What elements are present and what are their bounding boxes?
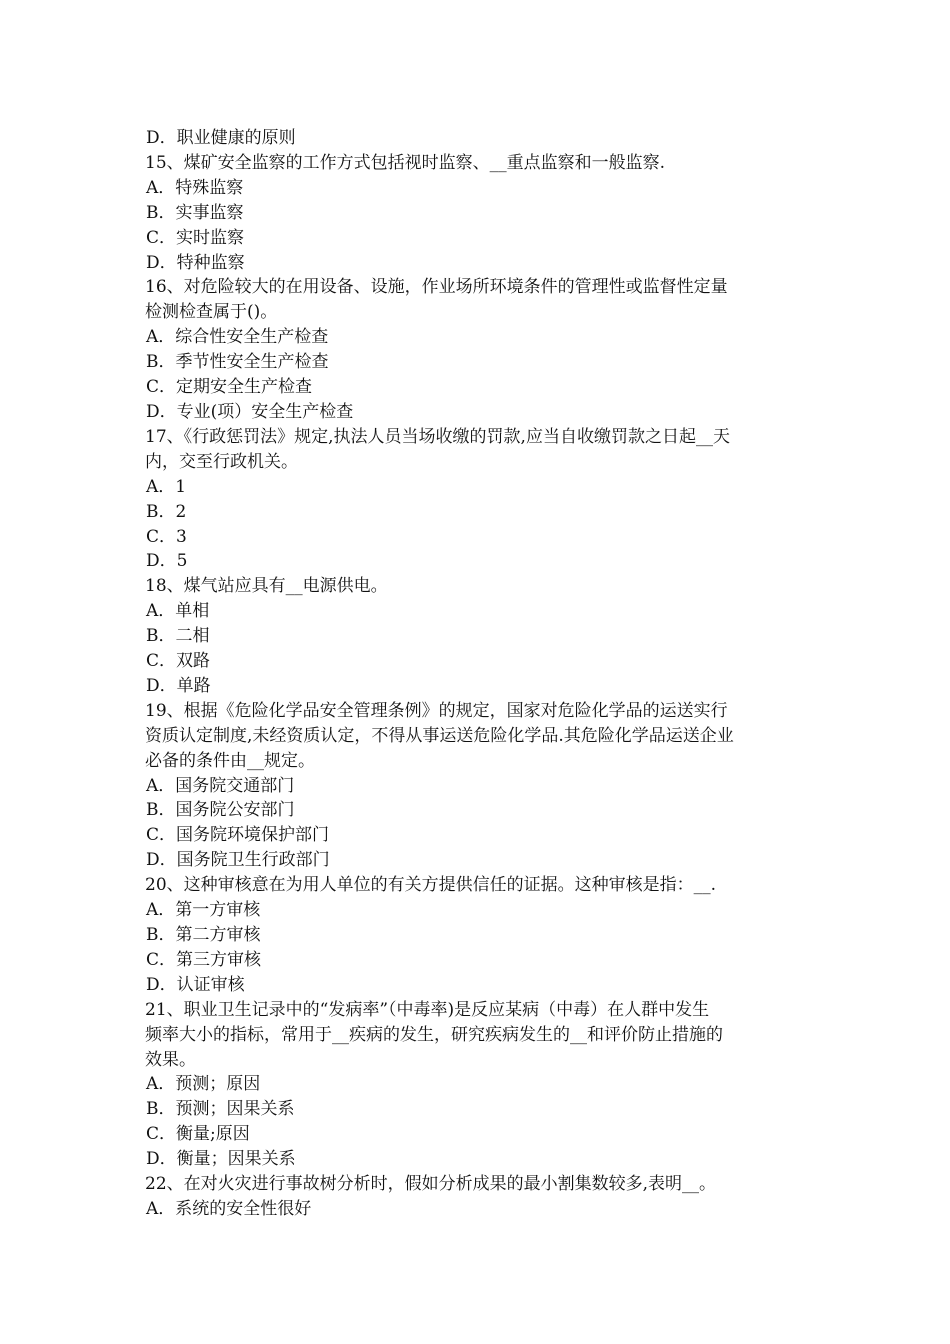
- question-text-line: 15、煤矿安全监察的工作方式包括视时监察、__重点监察和一般监察.: [145, 152, 666, 173]
- question-text-line: 必备的条件由__规定。: [145, 750, 315, 771]
- answer-option: B．2: [146, 501, 187, 522]
- answer-option: D．职业健康的原则: [146, 128, 296, 148]
- question-text-line: 19、根据《危险化学品安全管理条例》的规定，国家对危险化学品的运送实行: [145, 700, 728, 721]
- answer-option: C．国务院环境保护部门: [146, 825, 330, 846]
- answer-option: A．第一方审核: [146, 900, 261, 921]
- question-text-line: 内，交至行政机关。: [145, 451, 298, 472]
- answer-option: A．系统的安全性很好: [146, 1198, 312, 1219]
- answer-option: A．预测；原因: [146, 1074, 261, 1095]
- answer-option: C．第三方审核: [146, 949, 262, 970]
- answer-option: B．二相: [146, 626, 210, 647]
- question-text-line: 21、职业卫生记录中的“发病率”（中毒率)是反应某病（中毒）在人群中发生: [145, 999, 710, 1020]
- question-text-line: 检测检查属于()。: [145, 302, 278, 323]
- answer-option: C．3: [146, 526, 187, 547]
- answer-option: C．双路: [146, 651, 211, 672]
- answer-option: D．国务院卫生行政部门: [146, 850, 330, 871]
- answer-option: A．1: [146, 476, 187, 497]
- answer-option: D．5: [146, 551, 188, 572]
- answer-option: B．实事监察: [146, 202, 244, 223]
- answer-option: D．特种监察: [146, 252, 245, 273]
- answer-option: D．认证审核: [146, 974, 245, 995]
- answer-option: C．定期安全生产检查: [146, 377, 313, 398]
- answer-option: A．单相: [146, 601, 210, 622]
- question-text-line: 22、在对火灾进行事故树分析时，假如分析成果的最小割集数较多,表明__。: [145, 1174, 717, 1195]
- question-text-line: 20、这种审核意在为用人单位的有关方提供信任的证据。这种审核是指：__.: [145, 875, 717, 896]
- question-text-line: 16、对危险较大的在用设备、设施，作业场所环境条件的管理性或监督性定量: [145, 277, 728, 298]
- answer-option: B．预测；因果关系: [146, 1099, 295, 1120]
- question-text-line: 17、《行政惩罚法》规定,执法人员当场收缴的罚款,应当自收缴罚款之日起__天: [145, 426, 730, 447]
- answer-option: D．专业(项）安全生产检查: [146, 401, 354, 422]
- answer-option: A．国务院交通部门: [146, 775, 295, 796]
- answer-option: C．实时监察: [146, 227, 245, 248]
- question-text-line: 频率大小的指标，常用于__疾病的发生，研究疾病发生的__和评价防止措施的: [145, 1024, 723, 1045]
- answer-option: B．第二方审核: [146, 925, 261, 945]
- answer-option: B．季节性安全生产检查: [146, 352, 329, 373]
- answer-option: D．衡量；因果关系: [146, 1149, 296, 1170]
- answer-option: D．单路: [146, 675, 211, 696]
- answer-option: C．衡量;原因: [146, 1124, 250, 1145]
- question-text-line: 资质认定制度,未经资质认定，不得从事运送危险化学品.其危险化学品运送企业: [145, 725, 734, 746]
- document-page: [145, 126, 810, 1222]
- answer-option: B．国务院公安部门: [146, 800, 295, 821]
- answer-option: A．综合性安全生产检查: [146, 327, 329, 348]
- question-text-line: 效果。: [145, 1049, 196, 1070]
- question-text-line: 18、煤气站应具有__电源供电。: [145, 576, 388, 597]
- answer-option: A．特殊监察: [146, 177, 244, 198]
